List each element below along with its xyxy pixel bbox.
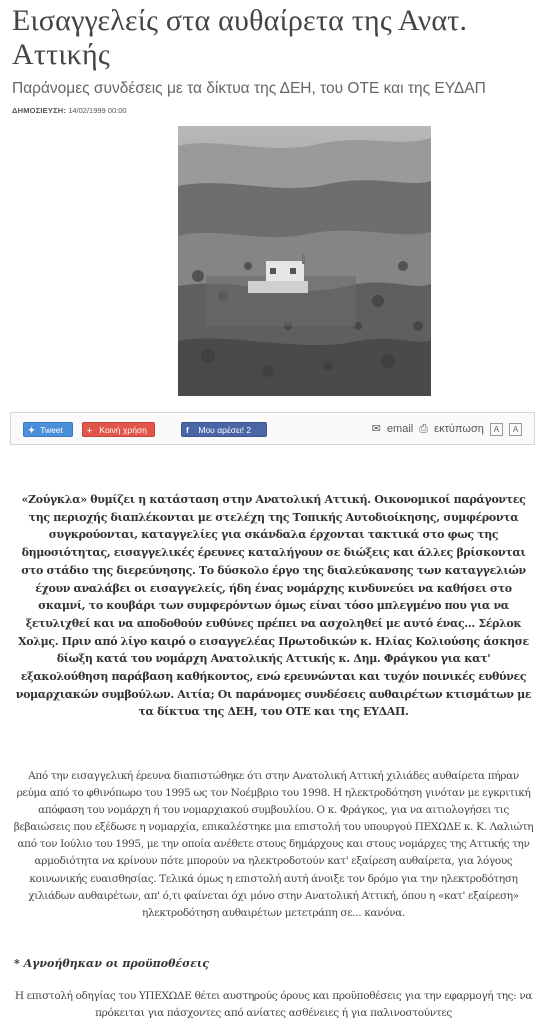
article-subtitle: Παράνομες συνδέσεις με τα δίκτυα της ΔΕΗ, του ΟΤΕ και της ΕΥΔΑΠ: [12, 80, 486, 97]
print-link[interactable]: εκτύπωση: [434, 423, 484, 435]
tweet-button[interactable]: [23, 422, 73, 437]
article-photo: [178, 126, 431, 396]
email-link[interactable]: email: [386, 423, 414, 435]
landscape-photo-image: [178, 126, 431, 396]
article-tools: [369, 422, 522, 437]
font-larger-button[interactable]: A: [509, 423, 522, 436]
article-lead: «Ζούγκλα» θυμίζει η κατάσταση στην Ανατολική Αττική. Οικονομικοί παράγοντες της περιοχής διαπλέκονται με στελέχη της Τοπικής Αυτοδιοίκησης, συμφέροντα συγκρούονται, καταγγελίες για σκάνδαλα έρχονται τακτικά στο φως της δημοσιότητας, εισαγγελικές έρευνες καταλήγουν σε διώξεις και άλλες βρίσκονται στο στάδιο της διερεύνησης. Το δύσκολο έργο της διαλεύκανσης των καταγγελιών έχουν αναλάβει οι εισαγγελείς, ήδη ένας νομάρχης κινδυνεύει να καθήσει στο σκαμνί, το κουβάρι των συμφερόντων όμως είναι τόσο μπλεγμένο που για να ξετυλιχθεί και να αποδοθούν ευθύνες πρέπει να ασχοληθεί με αυτό ένας... Σέρλοκ Χολμς. Πριν από λίγο καιρό ο εισαγγελέας Πρωτοδικών κ. Ηλίας Κολιούσης άσκησε δίωξη κατά του νομάρχη Ανατολικής Αττικής κ. Δημ. Φράγκου για κατ' εξακολούθηση παράβαση καθήκοντος, ενώ ερευνώνται και τυχόν ποινικές ευθύνες νομαρχιακών συμβούλων. Αιτία; Οι παράνομες συνδέσεις αυθαιρέτων κτισμάτων με τα δίκτυα της ΔΕΗ, του ΟΤΕ και της ΕΥΔΑΠ.: [15, 493, 532, 719]
twitter-bird-icon: ✦: [28, 425, 36, 435]
section-heading: * Αγνοήθηκαν οι προϋποθέσεις: [14, 957, 209, 970]
google-plus-share-button[interactable]: [82, 422, 155, 437]
facebook-like-button[interactable]: [181, 422, 267, 437]
article-title: Εισαγγελείς στα αυθαίρετα της Ανατ. Αττικής: [12, 4, 468, 71]
article-paragraph: Η επιστολή οδηγίας του ΥΠΕΧΩΔΕ θέτει αυστηρούς όρους και προϋποθέσεις για την εφαρμογή της: να πρόκειται για πάσχοντες από ανίατες ασθένειες ή για παλινοστούντες: [14, 990, 533, 1020]
share-toolbar: [10, 412, 535, 445]
printer-icon: ⎙: [419, 423, 429, 435]
tweet-label: Tweet: [40, 425, 63, 435]
google-plus-icon: +: [87, 425, 92, 435]
facebook-like-label: Μου αρέσει! 2: [198, 425, 252, 435]
publish-date-label: ΔΗΜΟΣΙΕΥΣΗ:: [12, 106, 67, 115]
publish-date-value: 14/02/1999 00:00: [68, 106, 127, 115]
publish-date: [12, 106, 127, 115]
font-smaller-button[interactable]: A: [490, 423, 503, 436]
thumbs-up-icon: f: [186, 425, 189, 435]
envelope-icon: ✉: [371, 423, 381, 435]
article-paragraph: Από την εισαγγελική έρευνα διαπιστώθηκε ότι στην Ανατολική Αττική χιλιάδες αυθαίρετα πήραν ρεύμα από το φθινόπωρο του 1995 ως τον Νοέμβριο του 1998. Η ηλεκτροδότηση γινόταν με εγκριτική απόφαση του νομάρχη ή του νομαρχιακού συμβουλίου. Ο κ. Φράγκος, για να αιτιολογήσει τις βεβαιώσεις που εξέδωσε η νομαρχία, επικαλέστηκε μια επιστολή του υπουργού ΠΕΧΩΔΕ κ. Κ. Λαλιώτη από τον Ιούλιο του 1995, με την οποία ανέθετε στους δημάρχους και στους νομάρχες της Αττικής την αρμοδιότητα να κρίνουν πότε μπορούν να ηλεκτροδοτούν κατ' εξαίρεση αυθαίρετα, για λόγους κοινωνικής ευαισθησίας. Τελικά όμως η επιστολή αυτή άνοιξε τον δρόμο για την ηλεκτροδότηση χιλιάδων αυθαιρέτων, απ' ό,τι φαίνεται όχι μόνο στην Ανατολική Αττική, όπου η «κατ' εξαίρεση» ηλεκτροδότηση αυθαιρέτων μετετράπη σε... κανόνα.: [13, 770, 534, 919]
gplus-label: Κοινή χρήση: [99, 425, 147, 435]
